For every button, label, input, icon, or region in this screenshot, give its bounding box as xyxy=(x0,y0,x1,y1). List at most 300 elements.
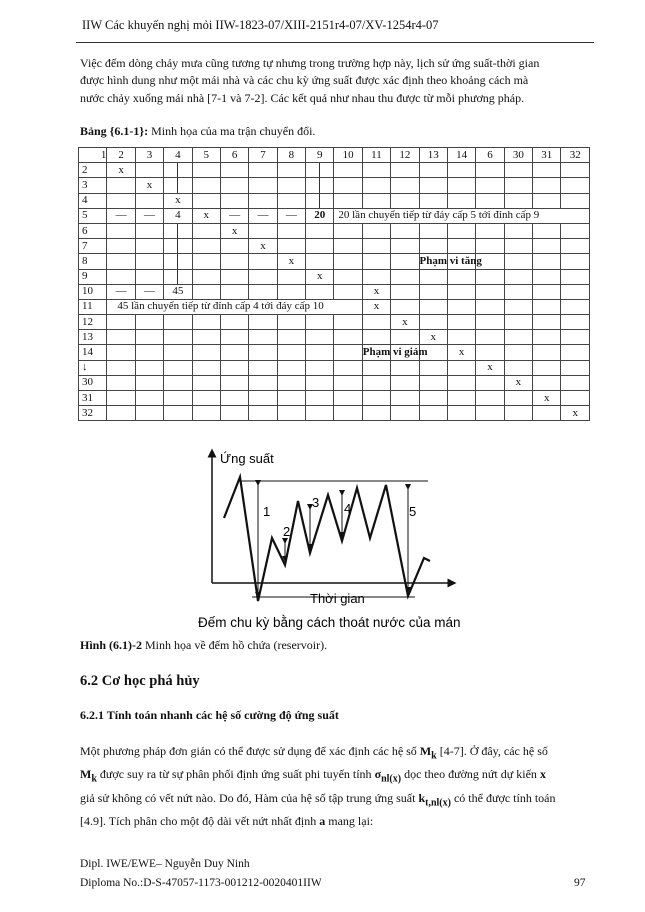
matrix-cell xyxy=(447,284,475,299)
matrix-cell xyxy=(391,223,419,238)
matrix-cell xyxy=(306,330,334,345)
matrix-cell: x xyxy=(391,315,419,330)
matrix-cell xyxy=(561,315,590,330)
body-paragraph xyxy=(80,742,588,831)
matrix-cell xyxy=(419,315,447,330)
matrix-cell xyxy=(277,178,305,193)
body-line-3: giả sử không có vết nứt nào. Do đó, Hàm của hệ số tập trung ứng suất $k_{t,nl(x)}$ có thể được tính toán xyxy=(80,790,556,809)
matrix-cell xyxy=(164,254,192,269)
matrix-row xyxy=(79,299,590,314)
matrix-cell xyxy=(561,284,590,299)
matrix-col-header: 10 xyxy=(334,148,362,163)
matrix-row-label: 30 xyxy=(79,375,107,390)
matrix-cell xyxy=(192,375,220,390)
matrix-cell xyxy=(192,345,220,360)
matrix-cell xyxy=(306,406,334,421)
matrix-cell xyxy=(476,239,504,254)
matrix-cell xyxy=(447,315,475,330)
matrix-cell xyxy=(107,345,135,360)
matrix-cell xyxy=(334,284,362,299)
matrix-row xyxy=(79,391,590,406)
matrix-row-label: 32 xyxy=(79,406,107,421)
matrix-cell xyxy=(277,239,305,254)
matrix-cell xyxy=(220,239,248,254)
matrix-cell xyxy=(447,193,475,208)
matrix-cell xyxy=(391,391,419,406)
matrix-col-header: 6 xyxy=(220,148,248,163)
matrix-cell xyxy=(533,345,561,360)
matrix-cell xyxy=(107,375,135,390)
matrix-cell xyxy=(164,375,192,390)
matrix-cell xyxy=(391,269,419,284)
matrix-cell xyxy=(391,284,419,299)
matrix-row-label: 2 xyxy=(79,163,107,178)
matrix-cell: — xyxy=(135,284,163,299)
rainflow-diagram xyxy=(190,443,460,633)
matrix-row xyxy=(79,208,590,223)
matrix-col-header: 5 xyxy=(192,148,220,163)
matrix-cell xyxy=(391,163,419,178)
matrix-cell: 45 xyxy=(164,284,192,299)
matrix-cell xyxy=(249,178,277,193)
matrix-cell xyxy=(447,375,475,390)
matrix-cell xyxy=(107,360,135,375)
intro-line-1: Việc đếm dòng chảy mưa cũng tương tự nhưng trong trường hợp này, lịch sử ứng suất-thời gian xyxy=(80,56,540,70)
x-axis-label: Thời gian xyxy=(310,591,365,606)
matrix-cell xyxy=(334,375,362,390)
matrix-row-label: 14 xyxy=(79,345,107,360)
matrix-cell xyxy=(362,391,390,406)
subsection-heading: 6.2.1 Tính toán nhanh các hệ số cường độ ứng suất xyxy=(80,708,339,722)
matrix-cell xyxy=(391,178,419,193)
matrix-cell xyxy=(419,391,447,406)
matrix-cell xyxy=(277,406,305,421)
matrix-cell xyxy=(504,223,532,238)
matrix-cell xyxy=(419,163,447,178)
matrix-cell xyxy=(476,375,504,390)
rainflow-figure xyxy=(190,443,460,637)
matrix-row-label: 10 xyxy=(79,284,107,299)
matrix-cell xyxy=(249,330,277,345)
matrix-row xyxy=(79,178,590,193)
matrix-cell: x xyxy=(533,391,561,406)
matrix-row xyxy=(79,406,590,421)
matrix-cell xyxy=(220,193,248,208)
matrix-cell xyxy=(220,269,248,284)
matrix-cell xyxy=(164,330,192,345)
matrix-cell xyxy=(164,406,192,421)
matrix-cell xyxy=(107,269,135,284)
matrix-cell xyxy=(249,315,277,330)
matrix-cell xyxy=(249,345,277,360)
matrix-cell xyxy=(164,391,192,406)
matrix-cell xyxy=(504,178,532,193)
matrix-cell xyxy=(135,223,163,238)
matrix-cell: x xyxy=(277,254,305,269)
matrix-cell xyxy=(447,223,475,238)
label-1: 1 xyxy=(263,504,271,519)
footer-diploma: Diploma No.:D-S-47057-1173-001212-0020401IIW xyxy=(80,877,322,889)
section-heading: 6.2 Cơ học phá hủy xyxy=(80,673,200,689)
matrix-col-header: 12 xyxy=(391,148,419,163)
matrix-cell xyxy=(192,239,220,254)
matrix-cell xyxy=(192,269,220,284)
matrix-col-header: 30 xyxy=(504,148,532,163)
matrix-cell xyxy=(391,299,419,314)
decrease-range-label: Phạm vi giảm xyxy=(362,345,390,360)
matrix-cell xyxy=(561,163,590,178)
matrix-cell xyxy=(476,330,504,345)
matrix-cell xyxy=(362,223,390,238)
matrix-cell xyxy=(306,345,334,360)
matrix-cell xyxy=(476,406,504,421)
matrix-cell xyxy=(135,391,163,406)
matrix-cell xyxy=(249,163,277,178)
matrix-row-label: 12 xyxy=(79,315,107,330)
matrix-cell xyxy=(561,178,590,193)
figure-caption xyxy=(80,638,327,653)
matrix-row-label: 8 xyxy=(79,254,107,269)
matrix-cell xyxy=(476,163,504,178)
matrix-col-header: 11 xyxy=(362,148,390,163)
matrix-cell: x xyxy=(306,269,334,284)
matrix-cell: x xyxy=(220,223,248,238)
matrix-cell xyxy=(135,360,163,375)
matrix-cell: x xyxy=(447,345,475,360)
matrix-cell xyxy=(107,193,135,208)
matrix-cell xyxy=(391,406,419,421)
matrix-cell xyxy=(249,406,277,421)
matrix-cell xyxy=(362,163,390,178)
matrix-cell xyxy=(419,269,447,284)
matrix-cell xyxy=(334,163,362,178)
matrix-cell xyxy=(561,223,590,238)
matrix-cell: — xyxy=(107,208,135,223)
matrix-cell xyxy=(561,330,590,345)
matrix-row-label: 5 xyxy=(79,208,107,223)
matrix-row-label: 6 xyxy=(79,223,107,238)
intro-line-2: được hình dung như một mái nhà và các chu kỳ ứng suất được xác định theo khoảng cách mà xyxy=(80,73,529,88)
matrix-col-header: 4 xyxy=(164,148,192,163)
matrix-cell: x xyxy=(504,375,532,390)
matrix-cell xyxy=(447,299,475,314)
label-2: 2 xyxy=(283,524,291,539)
matrix-cell xyxy=(249,223,277,238)
matrix-cell xyxy=(561,254,590,269)
matrix-cell xyxy=(334,315,362,330)
matrix-cell xyxy=(164,345,192,360)
matrix-cell xyxy=(249,284,277,299)
matrix-cell xyxy=(419,375,447,390)
matrix-cell: x xyxy=(419,330,447,345)
matrix-row xyxy=(79,284,590,299)
matrix-cell xyxy=(476,193,504,208)
matrix-header-row xyxy=(79,148,590,163)
header-rule xyxy=(76,42,594,43)
matrix-cell xyxy=(419,223,447,238)
matrix-cell xyxy=(277,223,305,238)
matrix-cell xyxy=(504,345,532,360)
footer-author: Dipl. IWE/EWE– Nguyễn Duy Ninh xyxy=(80,858,250,870)
matrix-cell xyxy=(135,406,163,421)
matrix-row-label: ↓ xyxy=(79,360,107,375)
matrix-cell xyxy=(107,330,135,345)
matrix-cell xyxy=(249,391,277,406)
matrix-cell xyxy=(533,406,561,421)
y-axis-label: Ứng suất xyxy=(220,451,274,466)
matrix-cell xyxy=(192,406,220,421)
matrix-col-header: 32 xyxy=(561,148,590,163)
matrix-row xyxy=(79,315,590,330)
matrix-cell xyxy=(561,360,590,375)
matrix-cell xyxy=(533,315,561,330)
matrix-cell xyxy=(419,360,447,375)
matrix-cell: — xyxy=(277,208,305,223)
matrix-cell xyxy=(306,375,334,390)
matrix-cell xyxy=(447,178,475,193)
matrix-cell xyxy=(476,345,504,360)
matrix-cell xyxy=(192,284,220,299)
matrix-cell xyxy=(306,391,334,406)
matrix-row xyxy=(79,254,590,269)
matrix-row xyxy=(79,360,590,375)
body-line-1: Một phương pháp đơn giản có thể được sử dụng để xác định các hệ số $M_k$ [4-7]. Ở đây, các hệ số xyxy=(80,744,548,762)
matrix-cell xyxy=(362,193,390,208)
matrix-row-label: 13 xyxy=(79,330,107,345)
matrix-cell xyxy=(561,391,590,406)
matrix-cell xyxy=(362,360,390,375)
matrix-cell xyxy=(107,406,135,421)
matrix-cell xyxy=(533,254,561,269)
matrix-cell xyxy=(164,163,192,178)
matrix-cell xyxy=(476,284,504,299)
figure-caption-label: Hình (6.1)-2 xyxy=(80,638,143,652)
matrix-cell xyxy=(504,406,532,421)
matrix-cell xyxy=(135,375,163,390)
table-caption-label: Bảng {6.1-1}: xyxy=(80,124,149,138)
matrix-cell xyxy=(220,254,248,269)
matrix-cell xyxy=(504,315,532,330)
matrix-cell xyxy=(107,178,135,193)
matrix-cell xyxy=(192,193,220,208)
matrix-cell xyxy=(306,163,334,178)
matrix-cell xyxy=(476,315,504,330)
matrix-cell xyxy=(561,299,590,314)
matrix-cell xyxy=(334,254,362,269)
matrix-cell xyxy=(334,406,362,421)
matrix-cell xyxy=(447,391,475,406)
matrix-cell xyxy=(192,163,220,178)
matrix-cell xyxy=(249,193,277,208)
matrix-cell xyxy=(391,360,419,375)
matrix-cell: x xyxy=(561,406,590,421)
matrix-cell xyxy=(419,193,447,208)
matrix-cell: x xyxy=(362,284,390,299)
matrix-cell xyxy=(135,254,163,269)
matrix-cell xyxy=(476,269,504,284)
matrix-cell xyxy=(135,269,163,284)
figure-subtitle: Đếm chu kỳ bằng cách thoát nước của máng xyxy=(198,615,460,630)
matrix-col-header: 14 xyxy=(447,148,475,163)
matrix-cell xyxy=(362,254,390,269)
matrix-cell xyxy=(504,254,532,269)
intro-line-3: nước chảy xuống mái nhà [7-1 và 7-2]. Các kết quả như nhau thu được từ mỗi phương pháp. xyxy=(80,90,525,105)
matrix-cell xyxy=(504,330,532,345)
matrix-cell xyxy=(504,269,532,284)
matrix-cell xyxy=(220,284,248,299)
matrix-cell xyxy=(334,178,362,193)
page-number: 97 xyxy=(574,877,586,889)
matrix-cell xyxy=(277,360,305,375)
matrix-cell xyxy=(533,178,561,193)
matrix-cell xyxy=(362,239,390,254)
matrix-cell: x xyxy=(107,163,135,178)
matrix-cell xyxy=(277,375,305,390)
matrix-cell xyxy=(135,193,163,208)
matrix-cell xyxy=(533,239,561,254)
matrix-cell xyxy=(192,360,220,375)
matrix-cell: — xyxy=(220,208,248,223)
matrix-cell xyxy=(306,315,334,330)
table-caption xyxy=(80,124,315,139)
matrix-cell xyxy=(391,193,419,208)
matrix-cell: x xyxy=(476,360,504,375)
matrix-cell xyxy=(533,269,561,284)
matrix-cell xyxy=(504,239,532,254)
matrix-cell xyxy=(362,330,390,345)
matrix-cell xyxy=(334,345,362,360)
matrix-col-header: 13 xyxy=(419,148,447,163)
body-line-2: $M_k$ được suy ra từ sự phân phối định ứng suất phi tuyến tính $\sigma_{nl(x)}$ dọc theo đường nứt dự kiến x xyxy=(80,767,546,785)
matrix-cell xyxy=(533,284,561,299)
matrix-cell xyxy=(334,239,362,254)
matrix-cell xyxy=(561,193,590,208)
figure-caption-text: Minh họa về đếm hồ chứa (reservoir). xyxy=(142,638,328,652)
matrix-cell xyxy=(277,330,305,345)
matrix-cell xyxy=(476,178,504,193)
matrix-cell xyxy=(334,223,362,238)
matrix-cell xyxy=(561,269,590,284)
label-5: 5 xyxy=(409,504,417,519)
matrix-cell xyxy=(306,239,334,254)
matrix-cell xyxy=(220,391,248,406)
matrix-cell xyxy=(192,315,220,330)
matrix-cell: — xyxy=(249,208,277,223)
matrix-cell xyxy=(107,223,135,238)
matrix-cell xyxy=(277,193,305,208)
matrix-row xyxy=(79,330,590,345)
matrix-cell xyxy=(334,193,362,208)
matrix-cell xyxy=(164,360,192,375)
matrix-cell xyxy=(277,269,305,284)
matrix-cell xyxy=(164,239,192,254)
matrix-col-header: 3 xyxy=(135,148,163,163)
matrix-row-label: 31 xyxy=(79,391,107,406)
matrix-cell xyxy=(249,254,277,269)
matrix-cell xyxy=(391,330,419,345)
matrix-row-label: 3 xyxy=(79,178,107,193)
matrix-cell xyxy=(220,315,248,330)
matrix-cell xyxy=(334,269,362,284)
matrix-cell xyxy=(135,345,163,360)
matrix-cell xyxy=(164,269,192,284)
matrix-row-label: 9 xyxy=(79,269,107,284)
matrix-cell xyxy=(135,315,163,330)
matrix-cell xyxy=(391,254,419,269)
matrix-cell xyxy=(107,315,135,330)
row11-note: 45 lần chuyển tiếp từ đỉnh cấp 4 tới đáy cấp 10 xyxy=(107,299,362,314)
matrix-cell xyxy=(164,178,192,193)
matrix-cell xyxy=(504,299,532,314)
body-line-4: [4.9]. Tích phân cho một độ dài vết nứt nhất định a mang lại: xyxy=(80,814,374,829)
matrix-cell: — xyxy=(135,208,163,223)
matrix-cell xyxy=(306,360,334,375)
matrix-cell xyxy=(533,375,561,390)
matrix-cell xyxy=(249,360,277,375)
matrix-cell xyxy=(362,406,390,421)
matrix-cell xyxy=(220,345,248,360)
matrix-cell xyxy=(533,163,561,178)
matrix-cell xyxy=(391,239,419,254)
matrix-cell xyxy=(192,391,220,406)
matrix-cell xyxy=(504,163,532,178)
matrix-cell xyxy=(334,330,362,345)
matrix-cell xyxy=(306,284,334,299)
matrix-cell xyxy=(334,391,362,406)
matrix-cell xyxy=(306,178,334,193)
matrix-cell xyxy=(419,284,447,299)
matrix-cell xyxy=(419,178,447,193)
transition-matrix-table xyxy=(78,147,590,421)
matrix-cell xyxy=(192,330,220,345)
matrix-cell xyxy=(533,193,561,208)
matrix-cell xyxy=(362,315,390,330)
matrix-cell xyxy=(192,254,220,269)
matrix-cell xyxy=(419,299,447,314)
matrix-cell xyxy=(192,223,220,238)
matrix-cell xyxy=(107,391,135,406)
matrix-cell xyxy=(135,330,163,345)
matrix-cell xyxy=(220,330,248,345)
matrix-row xyxy=(79,269,590,284)
matrix-cell xyxy=(561,375,590,390)
matrix-cell xyxy=(306,254,334,269)
matrix-row-label: 4 xyxy=(79,193,107,208)
table-caption-text: Minh họa của ma trận chuyển đổi. xyxy=(148,124,316,138)
matrix-row xyxy=(79,239,590,254)
matrix-col-header: 31 xyxy=(533,148,561,163)
matrix-cell xyxy=(306,193,334,208)
matrix-cell xyxy=(107,239,135,254)
matrix-cell xyxy=(533,330,561,345)
matrix-cell xyxy=(164,315,192,330)
label-4: 4 xyxy=(344,501,352,516)
matrix-col-header: 2 xyxy=(107,148,135,163)
matrix-cell xyxy=(107,254,135,269)
matrix-cell xyxy=(504,193,532,208)
matrix-cell xyxy=(220,178,248,193)
matrix-row xyxy=(79,193,590,208)
matrix-row xyxy=(79,163,590,178)
label-3: 3 xyxy=(312,495,320,510)
matrix-cell xyxy=(533,360,561,375)
matrix-cell xyxy=(220,360,248,375)
matrix-cell xyxy=(447,163,475,178)
matrix-cell xyxy=(135,239,163,254)
matrix-cell xyxy=(164,223,192,238)
matrix-cell xyxy=(447,360,475,375)
matrix-cell xyxy=(533,223,561,238)
